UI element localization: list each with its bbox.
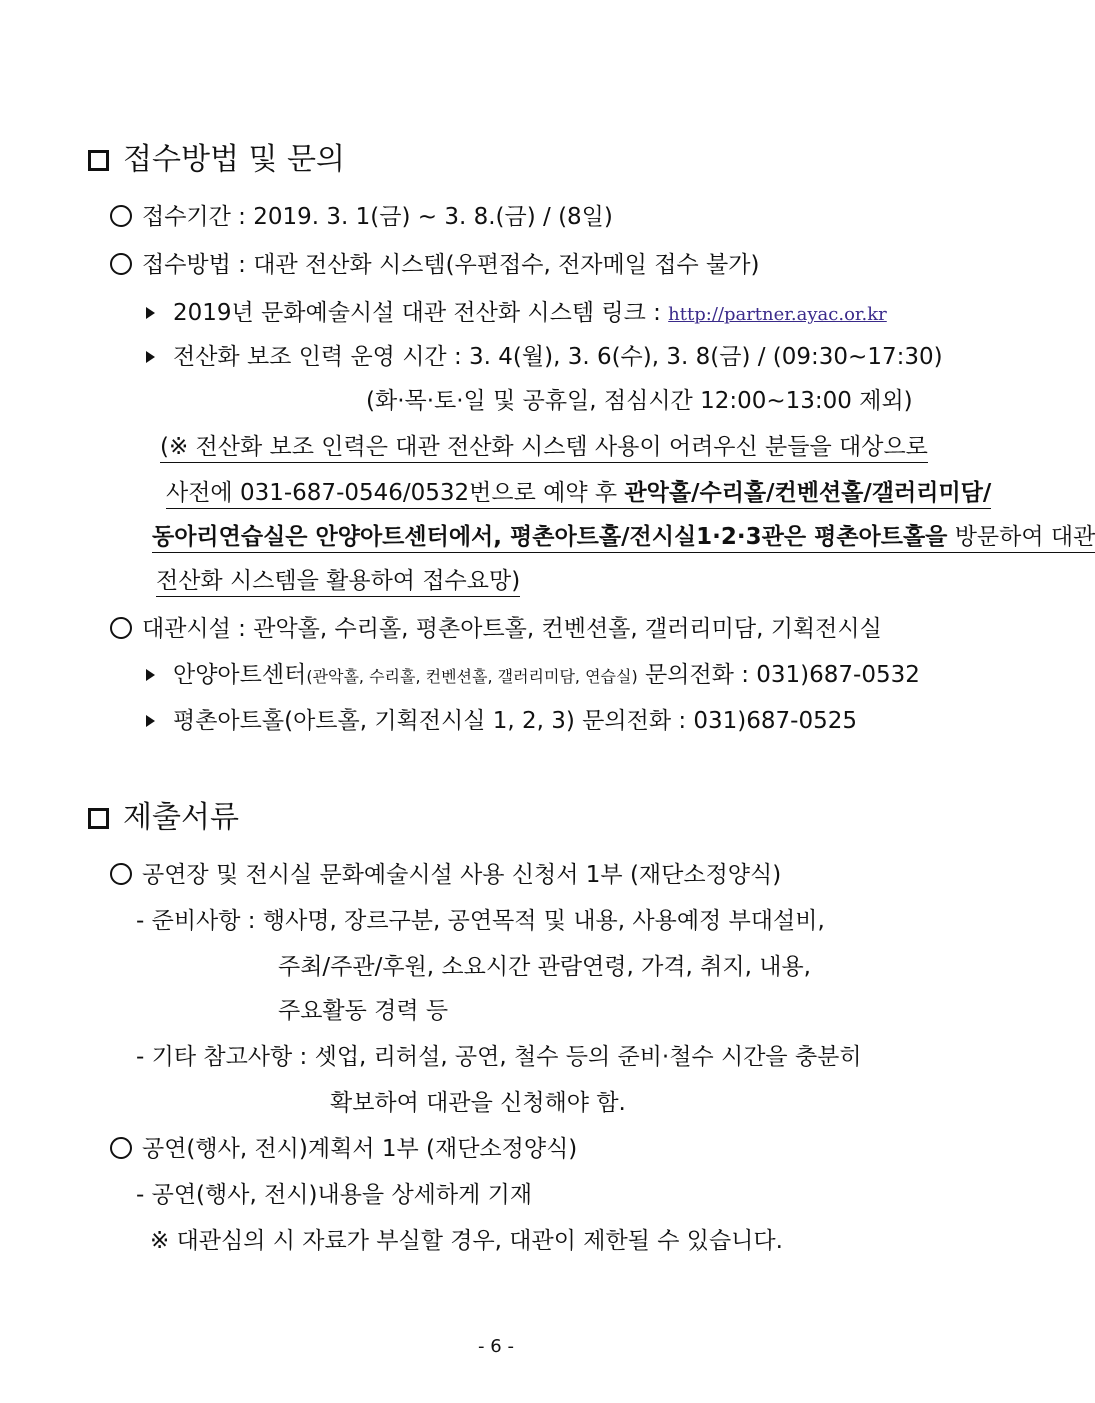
facilities-text: 대관시설 : 관악홀, 수리홀, 평촌아트홀, 컨벤션홀, 갤러리미담, 기획전시실 (142, 616, 882, 642)
checkbox-square-icon (88, 150, 109, 171)
system-link[interactable]: http://partner.ayac.or.kr (668, 304, 887, 325)
page-number: - 6 - (478, 1336, 514, 1357)
section-heading-application (88, 140, 345, 180)
circle-bullet-icon (110, 1137, 132, 1159)
method-item (110, 250, 759, 280)
circle-bullet-icon (110, 205, 132, 227)
circle-bullet-icon (110, 617, 132, 639)
period-item (110, 202, 613, 232)
checkbox-square-icon (88, 808, 109, 829)
support-exclusion: (화·목·토·일 및 공휴일, 점심시간 12:00~13:00 제외) (366, 388, 913, 414)
triangle-bullet-icon (146, 715, 155, 727)
note-line-2: 사전에 031-687-0546/0532번으로 예약 후 관악홀/수리홀/컨벤션홀/갤러리미담/ (166, 478, 991, 508)
triangle-bullet-icon (146, 351, 155, 363)
method-text: 접수방법 : 대관 전산화 시스템(우편접수, 전자메일 접수 불가) (142, 252, 760, 278)
link-item (146, 298, 887, 330)
circle-bullet-icon (110, 253, 132, 275)
ref-line-2: 확보하여 대관을 신청해야 함. (330, 1090, 626, 1116)
triangle-bullet-icon (146, 669, 155, 681)
contact-item-2: 평촌아트홀(아트홀, 기획전시실 1, 2, 3) 문의전화 : 031)687-0525 (146, 706, 857, 736)
note-line-3: 동아리연습실은 안양아트센터에서, 평촌아트홀/전시실1·2·3관은 평촌아트홀을 방문하여 대관 (152, 522, 1095, 552)
facilities-item (110, 614, 882, 644)
ref-line-1: - 기타 참고사항 : 셋업, 리허설, 공연, 철수 등의 준비·철수 시간을 충분히 (136, 1044, 862, 1070)
prep-line-2: 주최/주관/후원, 소요시간 관람연령, 가격, 취지, 내용, (278, 954, 811, 980)
note-line-4: 전산화 시스템을 활용하여 접수요망) (156, 566, 520, 596)
triangle-bullet-icon (146, 307, 155, 319)
contact-item-1: 안양아트센터(관악홀, 수리홀, 컨벤션홀, 갤러리미담, 연습실) 문의전화 : 031)687-0532 (146, 660, 920, 692)
section-title: 제출서류 (123, 800, 239, 835)
circle-bullet-icon (110, 863, 132, 885)
doc2-detail: - 공연(행사, 전시)내용을 상세하게 기재 (136, 1182, 533, 1208)
section-heading-documents (88, 798, 239, 838)
warning-note: ※ 대관심의 시 자료가 부실할 경우, 대관이 제한될 수 있습니다. (150, 1228, 783, 1254)
support-hours-text: 전산화 보조 인력 운영 시간 : 3. 4(월), 3. 6(수), 3. 8(금) / (09:30~17:30) (173, 344, 943, 370)
doc-item-2: 공연(행사, 전시)계획서 1부 (재단소정양식) (110, 1134, 577, 1164)
note-line-1: (※ 전산화 보조 인력은 대관 전산화 시스템 사용이 어려우신 분들을 대상으로 (160, 432, 928, 462)
link-label: 2019년 문화예술시설 대관 전산화 시스템 링크 : (173, 300, 669, 326)
doc-item-1: 공연장 및 전시실 문화예술시설 사용 신청서 1부 (재단소정양식) (110, 860, 781, 890)
prep-line-3: 주요활동 경력 등 (278, 998, 449, 1024)
section-title: 접수방법 및 문의 (123, 142, 345, 177)
period-text: 접수기간 : 2019. 3. 1(금) ~ 3. 8.(금) / (8일) (142, 204, 613, 230)
support-hours-item (146, 342, 943, 372)
prep-line-1: - 준비사항 : 행사명, 장르구분, 공연목적 및 내용, 사용예정 부대설비, (136, 908, 825, 934)
